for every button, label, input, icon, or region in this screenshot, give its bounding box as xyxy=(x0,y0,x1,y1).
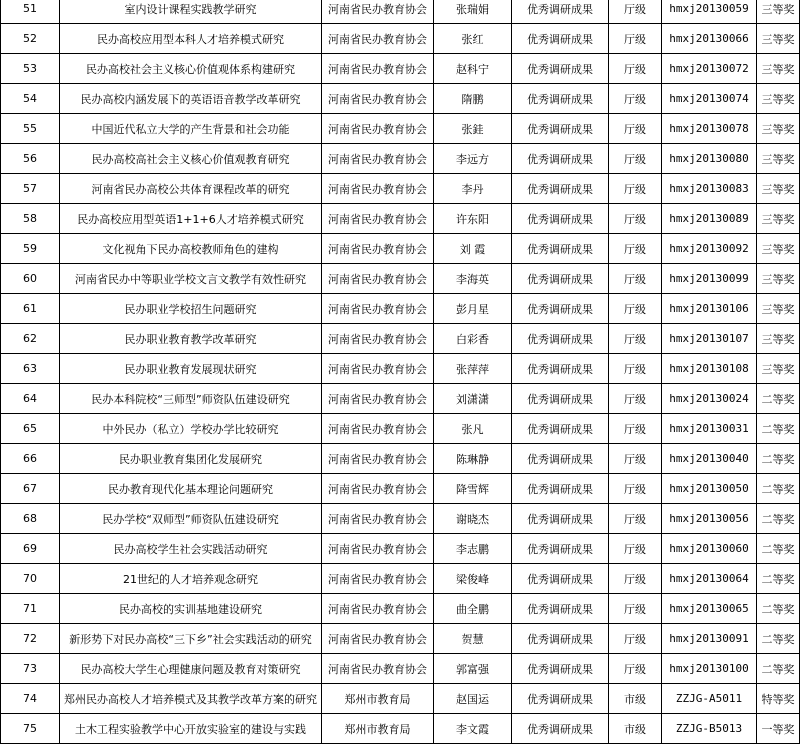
achievement-type: 优秀调研成果 xyxy=(512,714,609,744)
project-code: hmxj20130065 xyxy=(662,594,757,624)
prize-grade: 三等奖 xyxy=(757,144,800,174)
table-row xyxy=(1,684,800,714)
table-row xyxy=(1,504,800,534)
prize-grade: 三等奖 xyxy=(757,24,800,54)
organization: 河南省民办教育协会 xyxy=(322,474,434,504)
award-level: 厅级 xyxy=(609,444,662,474)
project-title: 民办职业学校招生问题研究 xyxy=(60,294,322,324)
achievement-type: 优秀调研成果 xyxy=(512,24,609,54)
author-name: 谢晓杰 xyxy=(434,504,512,534)
prize-grade: 二等奖 xyxy=(757,594,800,624)
award-level: 市级 xyxy=(609,714,662,744)
project-title: 民办高校内涵发展下的英语语音教学改革研究 xyxy=(60,84,322,114)
table-row xyxy=(1,384,800,414)
organization: 河南省民办教育协会 xyxy=(322,234,434,264)
table-row xyxy=(1,594,800,624)
author-name: 张凡 xyxy=(434,414,512,444)
row-number: 69 xyxy=(1,534,60,564)
table-row xyxy=(1,144,800,174)
project-title: 民办学校“双师型”师资队伍建设研究 xyxy=(60,504,322,534)
achievement-type: 优秀调研成果 xyxy=(512,204,609,234)
table-row xyxy=(1,114,800,144)
project-title: 土木工程实验教学中心开放实验室的建设与实践 xyxy=(60,714,322,744)
award-level: 厅级 xyxy=(609,144,662,174)
prize-grade: 二等奖 xyxy=(757,534,800,564)
project-code: hmxj20130108 xyxy=(662,354,757,384)
table-row xyxy=(1,294,800,324)
award-level: 厅级 xyxy=(609,594,662,624)
prize-grade: 三等奖 xyxy=(757,114,800,144)
organization: 河南省民办教育协会 xyxy=(322,324,434,354)
row-number: 57 xyxy=(1,174,60,204)
project-title: 中国近代私立大学的产生背景和社会功能 xyxy=(60,114,322,144)
row-number: 68 xyxy=(1,504,60,534)
achievement-type: 优秀调研成果 xyxy=(512,444,609,474)
row-number: 60 xyxy=(1,264,60,294)
project-title: 民办高校学生社会实践活动研究 xyxy=(60,534,322,564)
project-title: 民办高校社会主义核心价值观体系构建研究 xyxy=(60,54,322,84)
organization: 河南省民办教育协会 xyxy=(322,54,434,84)
project-code: hmxj20130083 xyxy=(662,174,757,204)
project-title: 民办职业教育教学改革研究 xyxy=(60,324,322,354)
award-level: 厅级 xyxy=(609,654,662,684)
award-level: 厅级 xyxy=(609,0,662,24)
row-number: 72 xyxy=(1,624,60,654)
project-title: 中外民办（私立）学校办学比较研究 xyxy=(60,414,322,444)
table-row xyxy=(1,624,800,654)
organization: 河南省民办教育协会 xyxy=(322,564,434,594)
project-code: hmxj20130040 xyxy=(662,444,757,474)
row-number: 58 xyxy=(1,204,60,234)
project-title: 河南省民办中等职业学校文言文教学有效性研究 xyxy=(60,264,322,294)
project-title: 民办高校的实训基地建设研究 xyxy=(60,594,322,624)
project-title: 民办教育现代化基本理论问题研究 xyxy=(60,474,322,504)
achievement-type: 优秀调研成果 xyxy=(512,384,609,414)
row-number: 73 xyxy=(1,654,60,684)
prize-grade: 特等奖 xyxy=(757,684,800,714)
organization: 河南省民办教育协会 xyxy=(322,204,434,234)
organization: 河南省民办教育协会 xyxy=(322,534,434,564)
project-code: hmxj20130074 xyxy=(662,84,757,114)
organization: 河南省民办教育协会 xyxy=(322,114,434,144)
row-number: 64 xyxy=(1,384,60,414)
project-code: hmxj20130089 xyxy=(662,204,757,234)
author-name: 曲全鹏 xyxy=(434,594,512,624)
project-code: hmxj20130031 xyxy=(662,414,757,444)
author-name: 张銈 xyxy=(434,114,512,144)
project-code: hmxj20130106 xyxy=(662,294,757,324)
prize-grade: 三等奖 xyxy=(757,84,800,114)
organization: 河南省民办教育协会 xyxy=(322,354,434,384)
award-level: 厅级 xyxy=(609,204,662,234)
organization: 河南省民办教育协会 xyxy=(322,0,434,24)
project-code: hmxj20130092 xyxy=(662,234,757,264)
prize-grade: 三等奖 xyxy=(757,234,800,264)
award-level: 厅级 xyxy=(609,54,662,84)
table-row xyxy=(1,264,800,294)
achievement-type: 优秀调研成果 xyxy=(512,474,609,504)
award-level: 厅级 xyxy=(609,114,662,144)
project-title: 民办高校应用型本科人才培养模式研究 xyxy=(60,24,322,54)
prize-grade: 二等奖 xyxy=(757,414,800,444)
project-code: hmxj20130060 xyxy=(662,534,757,564)
project-title: 新形势下对民办高校“三下乡”社会实践活动的研究 xyxy=(60,624,322,654)
project-title: 21世纪的人才培养观念研究 xyxy=(60,564,322,594)
table-row xyxy=(1,174,800,204)
row-number: 66 xyxy=(1,444,60,474)
author-name: 贺慧 xyxy=(434,624,512,654)
organization: 河南省民办教育协会 xyxy=(322,144,434,174)
project-title: 民办本科院校“三师型”师资队伍建设研究 xyxy=(60,384,322,414)
organization: 河南省民办教育协会 xyxy=(322,384,434,414)
project-title: 文化视角下民办高校教师角色的建构 xyxy=(60,234,322,264)
achievement-type: 优秀调研成果 xyxy=(512,504,609,534)
project-title: 室内设计课程实践教学研究 xyxy=(60,0,322,24)
prize-grade: 三等奖 xyxy=(757,174,800,204)
table-row xyxy=(1,564,800,594)
table-row xyxy=(1,534,800,564)
row-number: 53 xyxy=(1,54,60,84)
project-code: ZZJG-B5013 xyxy=(662,714,757,744)
achievement-type: 优秀调研成果 xyxy=(512,624,609,654)
achievement-type: 优秀调研成果 xyxy=(512,414,609,444)
project-code: hmxj20130059 xyxy=(662,0,757,24)
award-level: 厅级 xyxy=(609,24,662,54)
organization: 河南省民办教育协会 xyxy=(322,504,434,534)
organization: 河南省民办教育协会 xyxy=(322,594,434,624)
author-name: 陈琳静 xyxy=(434,444,512,474)
author-name: 李志鹏 xyxy=(434,534,512,564)
prize-grade: 三等奖 xyxy=(757,294,800,324)
prize-grade: 一等奖 xyxy=(757,714,800,744)
award-level: 厅级 xyxy=(609,414,662,444)
organization: 河南省民办教育协会 xyxy=(322,654,434,684)
award-level: 厅级 xyxy=(609,234,662,264)
award-level: 厅级 xyxy=(609,624,662,654)
table-row xyxy=(1,324,800,354)
project-code: hmxj20130056 xyxy=(662,504,757,534)
project-title: 民办职业教育集团化发展研究 xyxy=(60,444,322,474)
table-row xyxy=(1,234,800,264)
author-name: 赵国运 xyxy=(434,684,512,714)
author-name: 郭富强 xyxy=(434,654,512,684)
achievement-type: 优秀调研成果 xyxy=(512,654,609,684)
project-title: 民办高校应用型英语1+1+6人才培养模式研究 xyxy=(60,204,322,234)
achievement-type: 优秀调研成果 xyxy=(512,294,609,324)
prize-grade: 二等奖 xyxy=(757,624,800,654)
project-code: hmxj20130078 xyxy=(662,114,757,144)
row-number: 61 xyxy=(1,294,60,324)
prize-grade: 三等奖 xyxy=(757,54,800,84)
row-number: 70 xyxy=(1,564,60,594)
project-code: hmxj20130024 xyxy=(662,384,757,414)
project-code: hmxj20130099 xyxy=(662,264,757,294)
row-number: 59 xyxy=(1,234,60,264)
author-name: 张红 xyxy=(434,24,512,54)
row-number: 51 xyxy=(1,0,60,24)
table-row xyxy=(1,0,800,24)
table-row xyxy=(1,354,800,384)
author-name: 刘 霞 xyxy=(434,234,512,264)
row-number: 54 xyxy=(1,84,60,114)
project-code: hmxj20130080 xyxy=(662,144,757,174)
organization: 河南省民办教育协会 xyxy=(322,264,434,294)
award-level: 厅级 xyxy=(609,84,662,114)
table-row xyxy=(1,204,800,234)
prize-grade: 二等奖 xyxy=(757,564,800,594)
organization: 河南省民办教育协会 xyxy=(322,294,434,324)
author-name: 李海英 xyxy=(434,264,512,294)
project-title: 河南省民办高校公共体育课程改革的研究 xyxy=(60,174,322,204)
author-name: 李丹 xyxy=(434,174,512,204)
achievement-type: 优秀调研成果 xyxy=(512,54,609,84)
prize-grade: 二等奖 xyxy=(757,474,800,504)
organization: 河南省民办教育协会 xyxy=(322,174,434,204)
row-number: 56 xyxy=(1,144,60,174)
table-row xyxy=(1,414,800,444)
award-level: 厅级 xyxy=(609,504,662,534)
author-name: 张瑞娟 xyxy=(434,0,512,24)
table-row xyxy=(1,654,800,684)
award-level: 厅级 xyxy=(609,264,662,294)
prize-grade: 三等奖 xyxy=(757,204,800,234)
prize-grade: 三等奖 xyxy=(757,354,800,384)
project-code: hmxj20130066 xyxy=(662,24,757,54)
organization: 河南省民办教育协会 xyxy=(322,414,434,444)
table-row xyxy=(1,444,800,474)
achievement-type: 优秀调研成果 xyxy=(512,114,609,144)
project-title: 郑州民办高校人才培养模式及其教学改革方案的研究 xyxy=(60,684,322,714)
author-name: 梁俊峰 xyxy=(434,564,512,594)
prize-grade: 二等奖 xyxy=(757,504,800,534)
achievement-type: 优秀调研成果 xyxy=(512,324,609,354)
project-code: hmxj20130100 xyxy=(662,654,757,684)
project-title: 民办职业教育发展现状研究 xyxy=(60,354,322,384)
row-number: 62 xyxy=(1,324,60,354)
achievement-type: 优秀调研成果 xyxy=(512,564,609,594)
author-name: 李文霞 xyxy=(434,714,512,744)
organization: 河南省民办教育协会 xyxy=(322,444,434,474)
row-number: 52 xyxy=(1,24,60,54)
table-body xyxy=(1,0,800,744)
row-number: 67 xyxy=(1,474,60,504)
achievement-type: 优秀调研成果 xyxy=(512,684,609,714)
award-level: 厅级 xyxy=(609,324,662,354)
achievement-type: 优秀调研成果 xyxy=(512,0,609,24)
row-number: 74 xyxy=(1,684,60,714)
organization: 郑州市教育局 xyxy=(322,684,434,714)
project-title: 民办高校高社会主义核心价值观教育研究 xyxy=(60,144,322,174)
achievement-type: 优秀调研成果 xyxy=(512,144,609,174)
achievement-type: 优秀调研成果 xyxy=(512,174,609,204)
project-code: hmxj20130064 xyxy=(662,564,757,594)
achievement-type: 优秀调研成果 xyxy=(512,534,609,564)
author-name: 赵科宁 xyxy=(434,54,512,84)
award-level: 厅级 xyxy=(609,174,662,204)
organization: 郑州市教育局 xyxy=(322,714,434,744)
project-code: hmxj20130072 xyxy=(662,54,757,84)
prize-grade: 三等奖 xyxy=(757,324,800,354)
achievement-type: 优秀调研成果 xyxy=(512,354,609,384)
author-name: 李远方 xyxy=(434,144,512,174)
award-level: 厅级 xyxy=(609,384,662,414)
project-code: hmxj20130091 xyxy=(662,624,757,654)
prize-grade: 二等奖 xyxy=(757,654,800,684)
project-code: hmxj20130107 xyxy=(662,324,757,354)
organization: 河南省民办教育协会 xyxy=(322,24,434,54)
author-name: 刘潇潇 xyxy=(434,384,512,414)
award-level: 厅级 xyxy=(609,474,662,504)
row-number: 65 xyxy=(1,414,60,444)
row-number: 63 xyxy=(1,354,60,384)
achievement-type: 优秀调研成果 xyxy=(512,234,609,264)
table-row xyxy=(1,24,800,54)
award-level: 厅级 xyxy=(609,354,662,384)
achievement-type: 优秀调研成果 xyxy=(512,264,609,294)
table-row xyxy=(1,474,800,504)
prize-grade: 三等奖 xyxy=(757,0,800,24)
row-number: 75 xyxy=(1,714,60,744)
author-name: 隋鹏 xyxy=(434,84,512,114)
prize-grade: 三等奖 xyxy=(757,264,800,294)
achievement-type: 优秀调研成果 xyxy=(512,594,609,624)
organization: 河南省民办教育协会 xyxy=(322,84,434,114)
prize-grade: 二等奖 xyxy=(757,444,800,474)
table-row xyxy=(1,54,800,84)
author-name: 白彩香 xyxy=(434,324,512,354)
row-number: 71 xyxy=(1,594,60,624)
project-code: hmxj20130050 xyxy=(662,474,757,504)
prize-grade: 二等奖 xyxy=(757,384,800,414)
table-row xyxy=(1,84,800,114)
author-name: 彭月星 xyxy=(434,294,512,324)
achievement-type: 优秀调研成果 xyxy=(512,84,609,114)
table-row xyxy=(1,714,800,744)
organization: 河南省民办教育协会 xyxy=(322,624,434,654)
award-level: 厅级 xyxy=(609,564,662,594)
award-level: 市级 xyxy=(609,684,662,714)
project-title: 民办高校大学生心理健康问题及教育对策研究 xyxy=(60,654,322,684)
author-name: 张萍萍 xyxy=(434,354,512,384)
award-level: 厅级 xyxy=(609,534,662,564)
author-name: 降雪辉 xyxy=(434,474,512,504)
row-number: 55 xyxy=(1,114,60,144)
author-name: 许东阳 xyxy=(434,204,512,234)
project-code: ZZJG-A5011 xyxy=(662,684,757,714)
award-level: 厅级 xyxy=(609,294,662,324)
